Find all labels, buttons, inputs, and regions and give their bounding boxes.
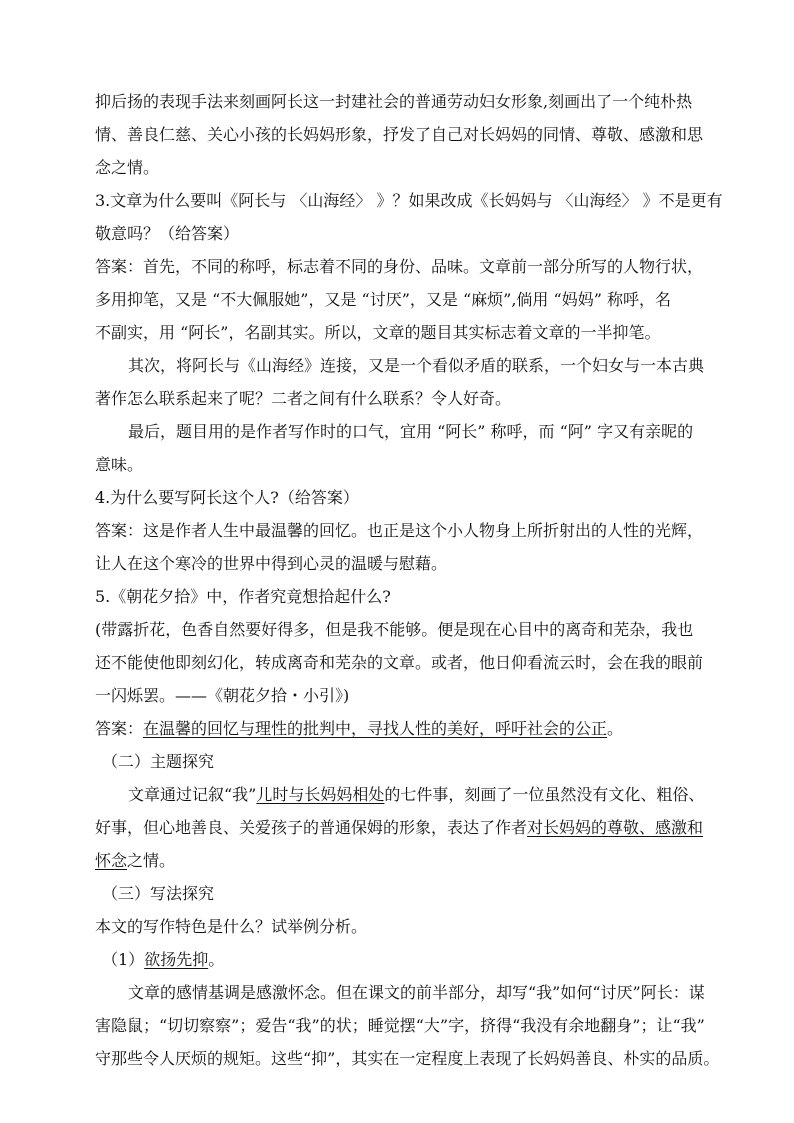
text-line: 著作怎么联系起来了呢？二者之间有什么联系？令人好奇。 — [95, 389, 512, 408]
text-line: 文章的感情基调是感激怀念。但在课文的前半部分，却写“我”如何“讨厌”阿长：谋 — [128, 983, 705, 1002]
answer-4: 答案：这是作者人生中最温馨的回忆。也正是这个小人物身上所折射出的人性的光辉， — [95, 521, 704, 540]
punct: 。 — [208, 950, 225, 969]
punct: 。 — [607, 719, 624, 738]
text-line: 念之情。 — [95, 158, 160, 177]
quote: 还不能使他即刻幻化，转成离奇和芜杂的文章。或者，他日仰看流云时，会在我的眼前 — [95, 653, 704, 672]
question-3: 3.文章为什么要叫《阿长与 〈山海经〉 》？如果改成《长妈妈与 〈山海经〉 》不是更有 — [95, 191, 723, 210]
text-line: 多用抑笔，又是 “不大佩服她”，又是 “讨厌”，又是 “麻烦”,倘用 “妈妈” 称呼，名 — [95, 290, 671, 309]
question-4: 4.为什么要写阿长这个人?（给答案） — [95, 488, 359, 507]
text-line: 意味。 — [95, 455, 144, 474]
text-line: 害隐鼠；“切切察察”；爱告“我”的状；睡觉摆“大”字，挤得“我没有余地翻身”；让“我” — [95, 1016, 705, 1035]
quote: 一闪烁罢。——《朝花夕拾・小引》) — [95, 686, 350, 705]
theme-line — [95, 818, 715, 840]
method-question: 本文的写作特色是什么？试举例分析。 — [95, 917, 368, 936]
text-line: 守那些令人厌烦的规矩。这些“抑”，其实在一定程度上表现了长妈妈善良、朴实的品质。 — [95, 1049, 720, 1068]
answer-5 — [95, 719, 715, 741]
question-3-cont: 敬意吗？（给答案） — [95, 224, 240, 243]
text-line: 让人在这个寒冷的世界中得到心灵的温暖与慰藉。 — [95, 554, 448, 573]
underlined-run: 儿时与长妈妈相处 — [256, 785, 385, 804]
text-line: 最后，题目用的是作者写作时的口气，宜用 “阿长” 称呼，而 “阿” 字又有亲昵的 — [128, 422, 694, 441]
text-run: 文章通过记叙“我” — [128, 785, 257, 804]
underlined-run: 欲扬先抑 — [144, 950, 209, 969]
theme-line — [128, 785, 718, 807]
theme-line — [95, 851, 715, 873]
underlined-run: 怀念 — [95, 851, 128, 870]
answer-label: 答案： — [95, 719, 144, 738]
text-line: 不副实，用 “阿长”，名副其实。所以，文章的题目其实标志着文章的一半抑笔。 — [95, 323, 661, 342]
text-line: 情、善良仁慈、关心小孩的长妈妈形象，抒发了自己对长妈妈的同情、尊敬、感激和思 — [95, 125, 704, 144]
text-run: 之情。 — [127, 851, 176, 870]
text-run: 的七件事，刻画了一位虽然没有文化、粗俗、 — [384, 785, 705, 804]
answer-3: 答案：首先，不同的称呼，标志着不同的身份、品味。文章前一部分所写的人物行状， — [95, 257, 704, 276]
text-line: 抑后扬的表现手法来刻画阿长这一封建社会的普通劳动妇女形象,刻画出了一个纯朴热 — [95, 92, 693, 111]
method-item-1 — [102, 950, 722, 972]
section-heading-theme: （二）主题探究 — [102, 752, 215, 771]
section-heading-method: （三）写法探究 — [102, 884, 215, 903]
quote: (带露折花，色香自然要好得多，但是我不能够。便是现在心目中的离奇和芜杂，我也 — [95, 620, 694, 639]
question-5: 5.《朝花夕拾》中，作者究竟想拾起什么? — [95, 587, 391, 606]
underlined-answer: 在温馨的回忆与理性的批判中，寻找人性的美好，呼吁社会的公正 — [143, 719, 608, 738]
text-line: 其次，将阿长与《山海经》连接，又是一个看似矛盾的联系，一个妇女与一本古典 — [128, 356, 705, 375]
item-number: （1） — [102, 950, 145, 969]
text-run: 好事，但心地善良、关爱孩子的普通保姆的形象，表达了作者 — [95, 818, 528, 837]
underlined-run: 对长妈妈的尊敬、感激和 — [527, 818, 704, 837]
